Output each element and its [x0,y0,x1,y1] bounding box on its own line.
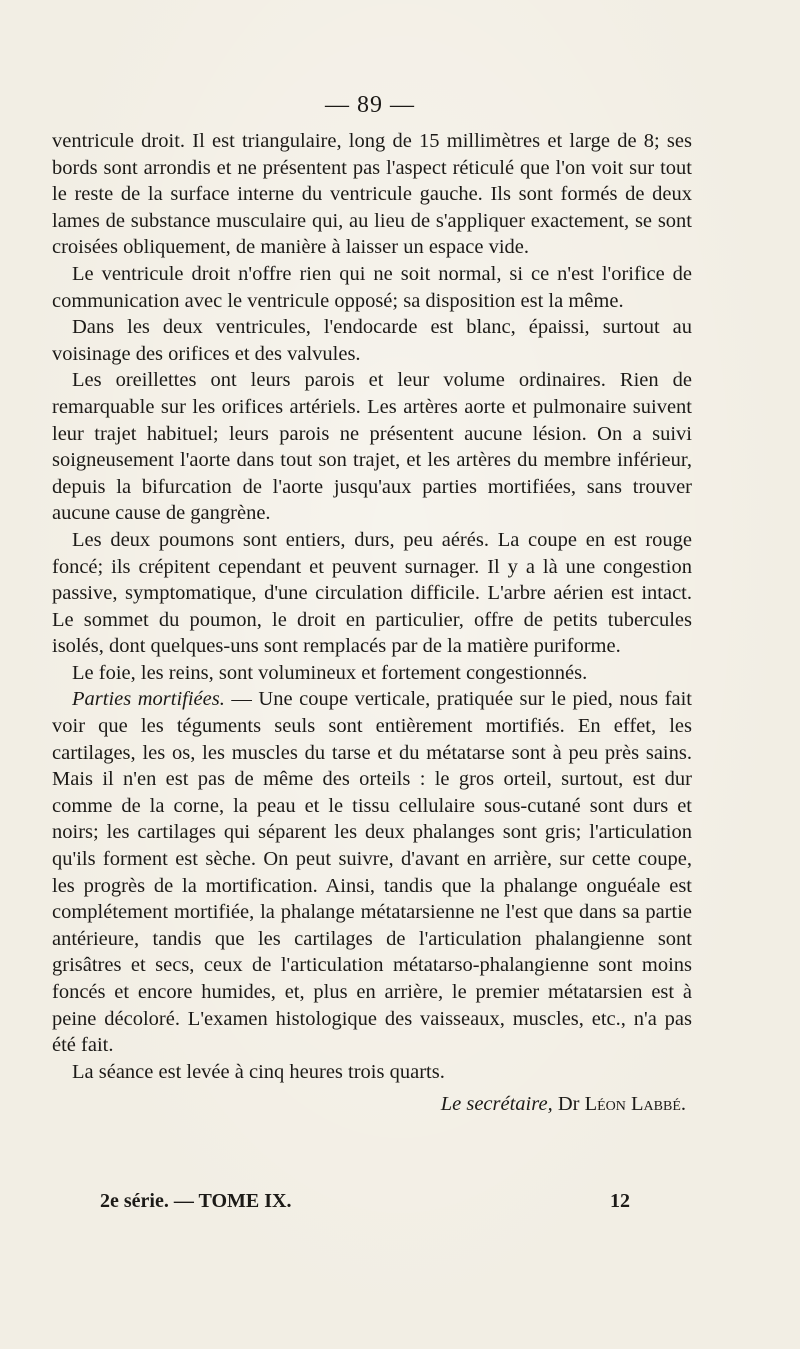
body-text [52,128,692,1118]
paragraph: Dans les deux ventricules, l'endocarde est blanc, épaissi, surtout au voisinage des orifices et des valvules. [52,316,692,365]
paragraph: Le ventricule droit n'offre rien qui ne soit normal, si ce n'est l'orifice de communication avec le ventricule opposé; sa disposition est la même. [52,262,692,312]
paragraph: Les oreillettes ont leurs parois et leur volume ordinaires. Rien de remarquable sur les orifices artériels. Les artères aorte et pulmonaire suivent leur trajet habituel; leurs parois ne présentent aucune lésion. On a suivi soigneusement l'aorte dans tout son trajet, et les artères du membre inférieur, depuis la bifurcation de l'aorte jusqu'aux parties mortifiées, sans trouver aucune cause de gangrène. [52,369,692,525]
section-text: — Une coupe verticale, pratiquée sur le pied, nous fait voir que les téguments seuls sont entièrement mortifiés. En effet, les cartilages, les os, les muscles du tarse et du métatarse sont à peu près sains. Mais il n'en est pas de même des orteils : le gros orteil, surtout, est dur comme de la corne, la peau et le tissu cellulaire sous-cutané sont durs et noirs; les cartilages qui séparent les deux phalanges sont gris; l'articulation qu'ils forment est sèche. On peut suivre, d'avant en arrière, sur cette coupe, les progrès de la mortification. Ainsi, tandis que la phalange onguéale est complétement mortifiée, la phalange métatarsienne ne l'est que dans sa partie antérieure, tandis que les cartilages de l'articulation phalangienne sont grisâtres et secs, ceux de l'articulation métatarso-phalangienne sont moins foncés et encore humides, et, plus en arrière, le premier métatarsien est à peine décoloré. L'examen histologique des vaisseaux, muscles, etc., n'a pas été fait. [52,688,692,1057]
signature [52,1091,692,1118]
paragraph: Le foie, les reins, sont volumineux et fortement congestionnés. [72,661,588,684]
series-volume: 2e série. — TOME IX. [100,1190,292,1212]
signature-mark: 12 [610,1190,630,1212]
page-number: — 89 — [325,92,415,118]
parties-mortifiees-paragraph [52,686,692,1058]
signature-role: Le secrétaire, [440,1093,553,1116]
section-heading: Parties mortifiées. [72,688,225,711]
paragraph: Les deux poumons sont entiers, durs, peu aérés. La coupe en est rouge foncé; ils crépitent cependant et peuvent surnager. Il y a là une congestion passive, symptomatique, d'une circulation difficile. L'arbre aérien est intact. Le sommet du poumon, le droit en particulier, offre de petits tubercules isolés, dont quelques-uns sont remplacés par de la matière puriforme. [52,528,692,658]
closing-line: La séance est levée à cinq heures trois quarts. [72,1060,445,1083]
signature-title: Dr [557,1093,580,1116]
paragraph: ventricule droit. Il est triangulaire, long de 15 millimètres et large de 8; ses bords sont arrondis et ne présentent pas l'aspect réticulé que l'on voit sur tout le reste de la surface interne du ventricule gauche. Ils sont formés de deux lames de substance musculaire qui, au lieu de s'appliquer exactement, se sont croisées obliquement, de manière à laisser un espace vide. [52,130,692,259]
signature-name: Léon Labbé. [584,1093,686,1116]
